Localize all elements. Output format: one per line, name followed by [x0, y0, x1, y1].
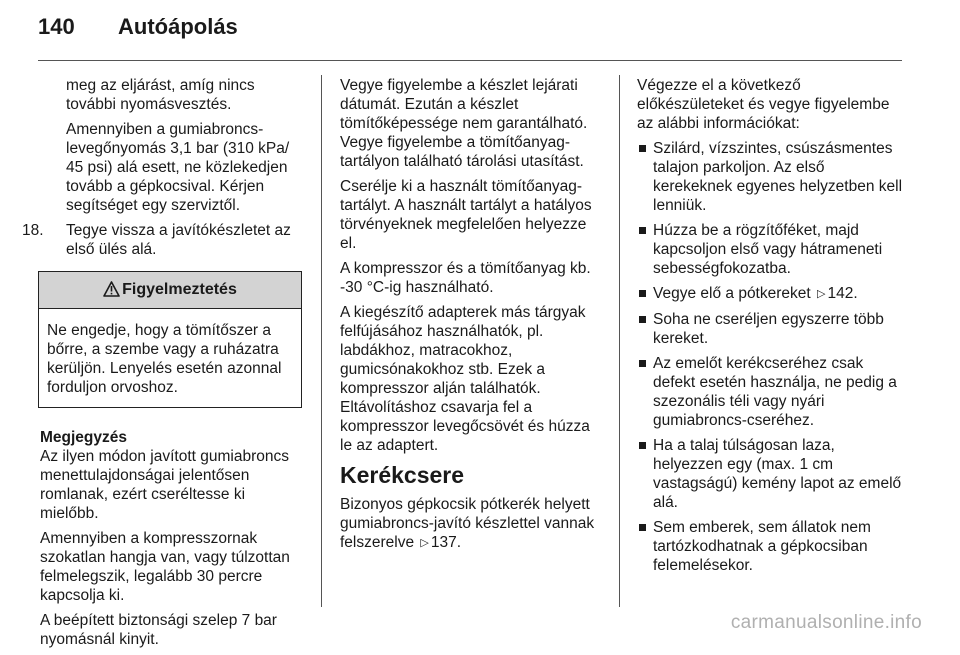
- column-3: [637, 76, 905, 581]
- warning-header: [39, 272, 301, 309]
- column-1: [22, 76, 302, 655]
- warning-box: [38, 271, 302, 408]
- list-item: Húzza be a rögzítőféket, majd kapcsoljon első vagy hátrameneti sebességfokozatba.: [637, 221, 905, 278]
- paragraph: [340, 495, 602, 553]
- warning-title: Figyelmeztetés: [122, 281, 237, 298]
- page-reference[interactable]: 142.: [827, 285, 858, 302]
- list-item: Soha ne cseréljen egyszerre több kereket.: [637, 310, 905, 348]
- paragraph: meg az eljárást, amíg nincs további nyomásvesztés.: [66, 77, 255, 113]
- column-divider: [619, 75, 620, 607]
- page-reference-icon: ▷: [817, 288, 826, 300]
- step-18: [22, 221, 302, 259]
- note-title: Megjegyzés: [40, 429, 128, 446]
- paragraph: Amennyiben a gumiabroncs-levegőnyomás 3,1 bar (310 kPa/ 45 psi) alá esett, ne közlekedjen tovább a gépkocsival. Kérjen segítséget egy szerviztől.: [66, 121, 290, 214]
- list-item: Sem emberek, sem állatok nem tartózkodhatnak a gépkocsiban felemelésekor.: [637, 518, 905, 575]
- header-divider: [38, 60, 902, 61]
- warning-triangle-icon: [103, 281, 120, 297]
- list-item: Szilárd, vízszintes, csúszásmentes talajon parkoljon. Az első kerekeknek egyenes helyzetben kell lenniük.: [637, 139, 905, 215]
- column-2: [340, 76, 602, 559]
- page-reference[interactable]: 137.: [430, 534, 462, 551]
- page-reference-icon: ▷: [420, 537, 429, 549]
- warning-text: Ne engedje, hogy a tömítőszer a bőrre, a szembe vagy a ruházatra kerüljön. Lenyelés esetén azonnal forduljon orvoshoz.: [47, 322, 282, 396]
- intro-paragraph: Végezze el a következő előkészületeket és vegye figyelembe az alábbi információkat:: [637, 77, 890, 132]
- paragraph: A kompresszor és a tömítőanyag kb. -30 °C-ig használható.: [340, 260, 591, 296]
- paragraph: Vegye figyelembe a készlet lejárati dátumát. Ezután a készlet tömítőképessége nem garantálható. Vegye figyelembe a tömítőanyag-tartályon található tárolási utasítást.: [340, 77, 588, 170]
- list-item-text: Vegye elő a pótkereket: [653, 285, 811, 302]
- list-item: [637, 284, 905, 304]
- page-number: 140: [38, 14, 75, 39]
- chapter-title: Autóápolás: [118, 14, 238, 39]
- step-text: Tegye vissza a javítókészletet az első ülés alá.: [66, 222, 291, 258]
- paragraph: A beépített biztonsági szelep 7 bar nyomásnál kinyit.: [40, 612, 277, 648]
- column-divider: [321, 75, 322, 607]
- paragraph: A kiegészítő adapterek más tárgyak felfújásához használhatók, pl. labdákhoz, matracokhoz, gumicsónakokhoz stb. Ezek a kompresszor alján találhatók. Eltávolításhoz csavarja fel a kompresszor levegőcsövét és húzza le az adaptert.: [340, 304, 590, 454]
- note-text: Az ilyen módon javított gumiabroncs menettulajdonságai jelentősen romlanak, ezért cseréltesse ki mielőbb.: [40, 448, 289, 522]
- step-number: 18.: [22, 222, 44, 239]
- paragraph-text: Bizonyos gépkocsik pótkerék helyett gumiabroncs-javító készlettel vannak felszerelve: [340, 496, 595, 551]
- section-heading: Kerékcsere: [340, 462, 465, 488]
- list-item: Ha a talaj túlságosan laza, helyezzen egy (max. 1 cm vastagságú) kemény lapot az emelő alá.: [637, 436, 905, 512]
- watermark: carmanualsonline.info: [730, 612, 922, 633]
- paragraph: Cserélje ki a használt tömítőanyag-tartályt. A használt tartályt a hatályos törvényeknek megfelelően helyezze el.: [340, 178, 592, 252]
- paragraph: Amennyiben a kompresszornak szokatlan hangja van, vagy túlzottan felmelegszik, legalább 30 percre kapcsolja ki.: [40, 530, 290, 604]
- list-item: Az emelőt kerékcseréhez csak defekt esetén használja, ne pedig a szezonális téli vagy nyári gumiabroncs-cseréhez.: [637, 354, 905, 430]
